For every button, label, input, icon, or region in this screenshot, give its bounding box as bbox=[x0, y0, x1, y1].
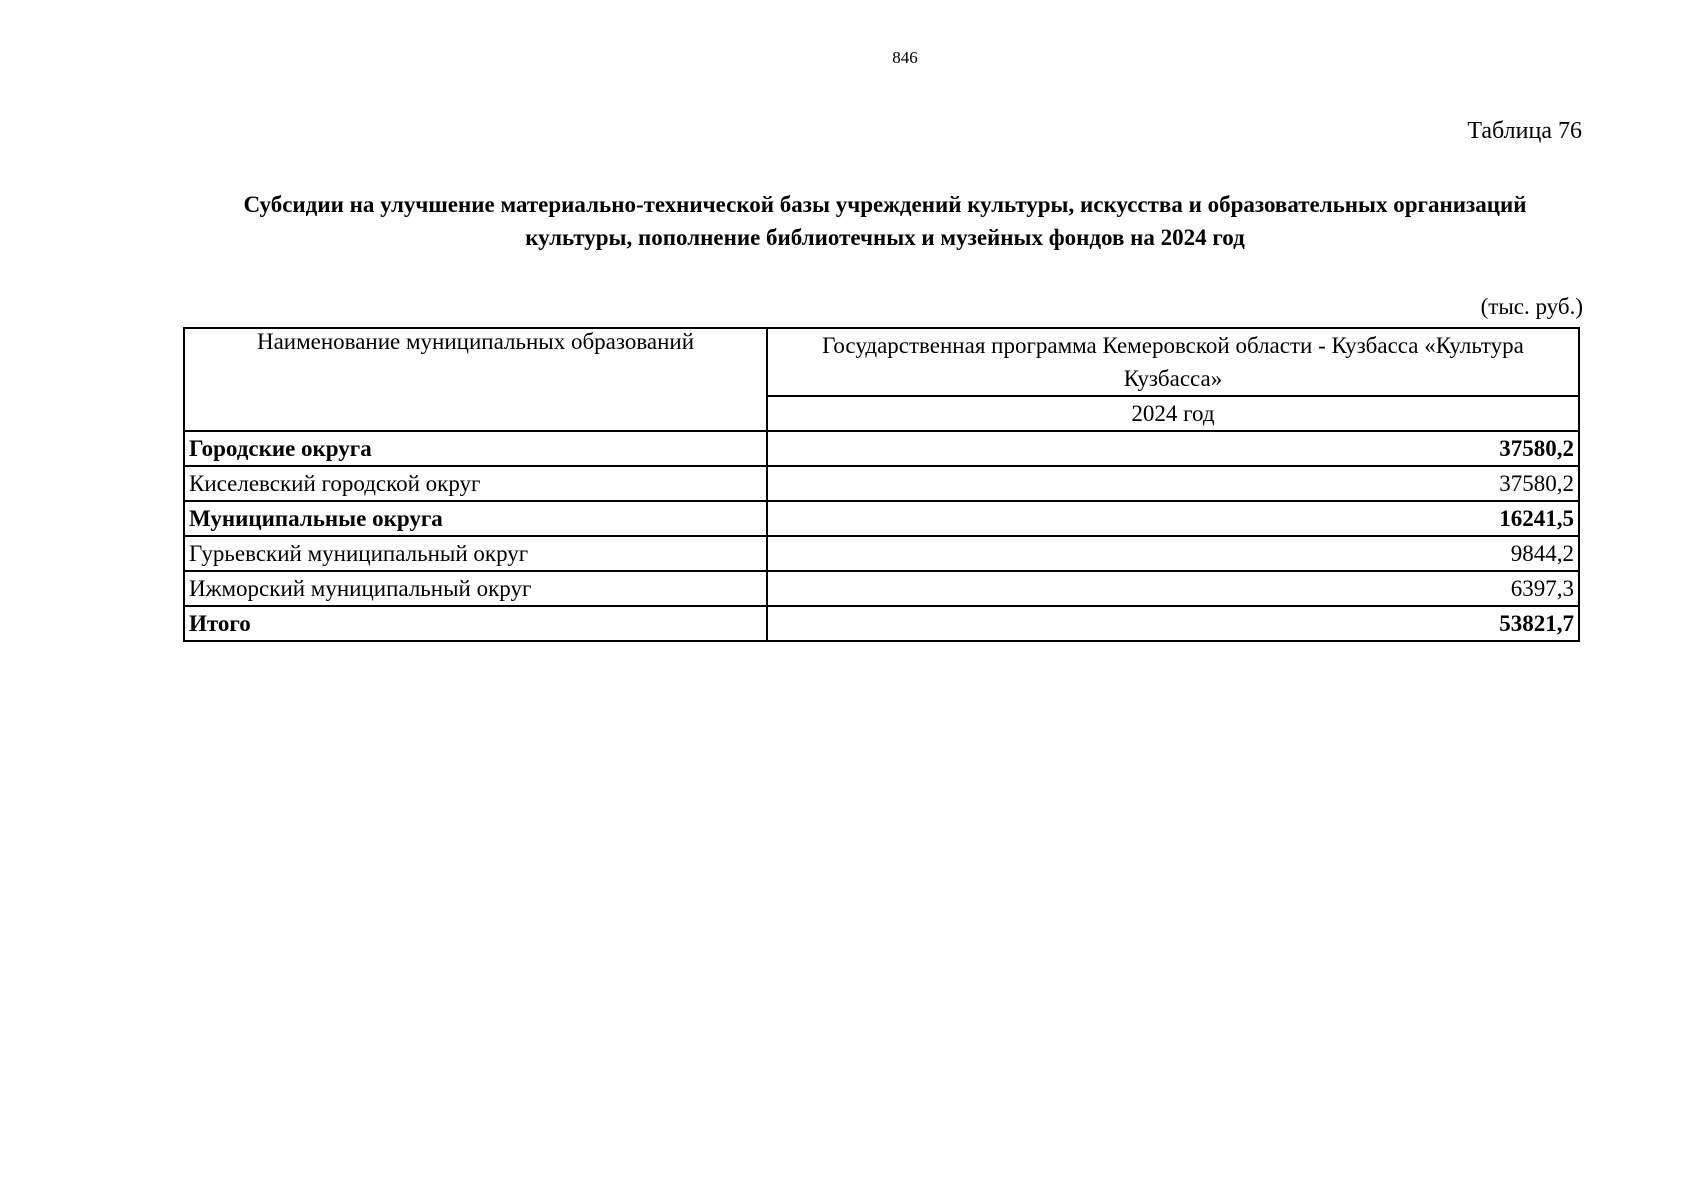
row-name: Киселевский городской округ bbox=[184, 466, 767, 501]
header-municipality-name: Наименование муниципальных образований bbox=[184, 328, 767, 431]
table-row bbox=[184, 466, 1579, 501]
header-year: 2024 год bbox=[767, 396, 1579, 431]
subsidies-table bbox=[183, 327, 1580, 642]
row-value: 6397,3 bbox=[767, 571, 1579, 606]
total-label: Итого bbox=[184, 606, 767, 641]
page-number: 846 bbox=[892, 48, 918, 67]
table-header-row bbox=[184, 328, 1579, 396]
table-row bbox=[184, 571, 1579, 606]
row-name: Муниципальные округа bbox=[184, 501, 767, 536]
table-row bbox=[184, 536, 1579, 571]
row-value: 16241,5 bbox=[767, 501, 1579, 536]
document-title: Субсидии на улучшение материально-технической базы учреждений культуры, искусства и образовательных организаций культуры, пополнение библиотечных и музейных фондов на 2024 год bbox=[243, 192, 1527, 250]
row-name: Ижморский муниципальный округ bbox=[184, 571, 767, 606]
table-row bbox=[184, 431, 1579, 466]
total-value: 53821,7 bbox=[767, 606, 1579, 641]
row-value: 37580,2 bbox=[767, 431, 1579, 466]
units-label: (тыс. руб.) bbox=[1480, 294, 1583, 319]
row-name: Городские округа bbox=[184, 431, 767, 466]
row-value: 37580,2 bbox=[767, 466, 1579, 501]
row-value: 9844,2 bbox=[767, 536, 1579, 571]
table-row-total bbox=[184, 606, 1579, 641]
header-state-program: Государственная программа Кемеровской области - Кузбасса «Культура Кузбасса» bbox=[767, 328, 1579, 396]
table-label: Таблица 76 bbox=[1467, 118, 1582, 144]
row-name: Гурьевский муниципальный округ bbox=[184, 536, 767, 571]
table-row bbox=[184, 501, 1579, 536]
